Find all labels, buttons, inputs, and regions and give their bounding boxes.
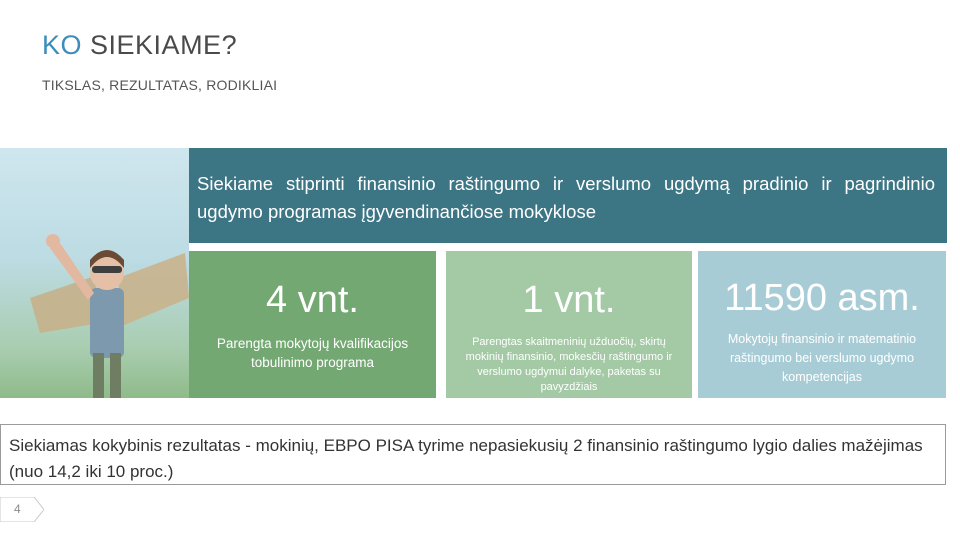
page-number-arrow-icon — [0, 497, 44, 522]
goal-banner: Siekiame stiprinti finansinio raštingumo ir verslumo ugdymą pradinio ir pagrindinio ugdymo programas įgyvendinančiose mokyklose — [189, 148, 947, 243]
slide-title — [42, 30, 237, 61]
indicator-card-2 — [446, 251, 692, 398]
indicator-card-3 — [698, 251, 946, 398]
indicator-1-description: Parengta mokytojų kvalifikacijos tobulinimo programa — [216, 336, 409, 370]
slide-subtitle: TIKSLAS, REZULTATAS, RODIKLIAI — [42, 77, 278, 93]
child-aviator-illustration — [0, 148, 189, 398]
page-number: 4 — [14, 502, 21, 516]
indicator-2-value: 1 vnt. — [522, 279, 616, 321]
indicator-3-value: 11590 asm. — [724, 277, 920, 319]
page-number-tab — [0, 497, 44, 522]
indicator-card-1 — [189, 251, 436, 398]
slide-title-accent: KO — [42, 30, 83, 60]
slide-title-rest: SIEKIAME? — [90, 30, 238, 60]
indicator-3-description: Mokytojų finansinio ir matematinio raštingumo bei verslumo ugdymo kompetencijas — [727, 332, 917, 384]
indicator-1-value: 4 vnt. — [266, 279, 359, 321]
indicator-2-description: Parengtas skaitmeninių užduočių, skirtų mokinių finansinio, mokesčių raštingumo ir verslumo ugdymui dalyke, paketas su pavyzdžiais — [465, 336, 673, 393]
child-aviator-photo — [0, 148, 189, 398]
qualitative-result-box: Siekiamas kokybinis rezultatas - mokinių, EBPO PISA tyrime nepasiekusių 2 finansinio raštingumo lygio dalies mažėjimas (nuo 14,2 iki 10 proc.) — [0, 424, 946, 485]
